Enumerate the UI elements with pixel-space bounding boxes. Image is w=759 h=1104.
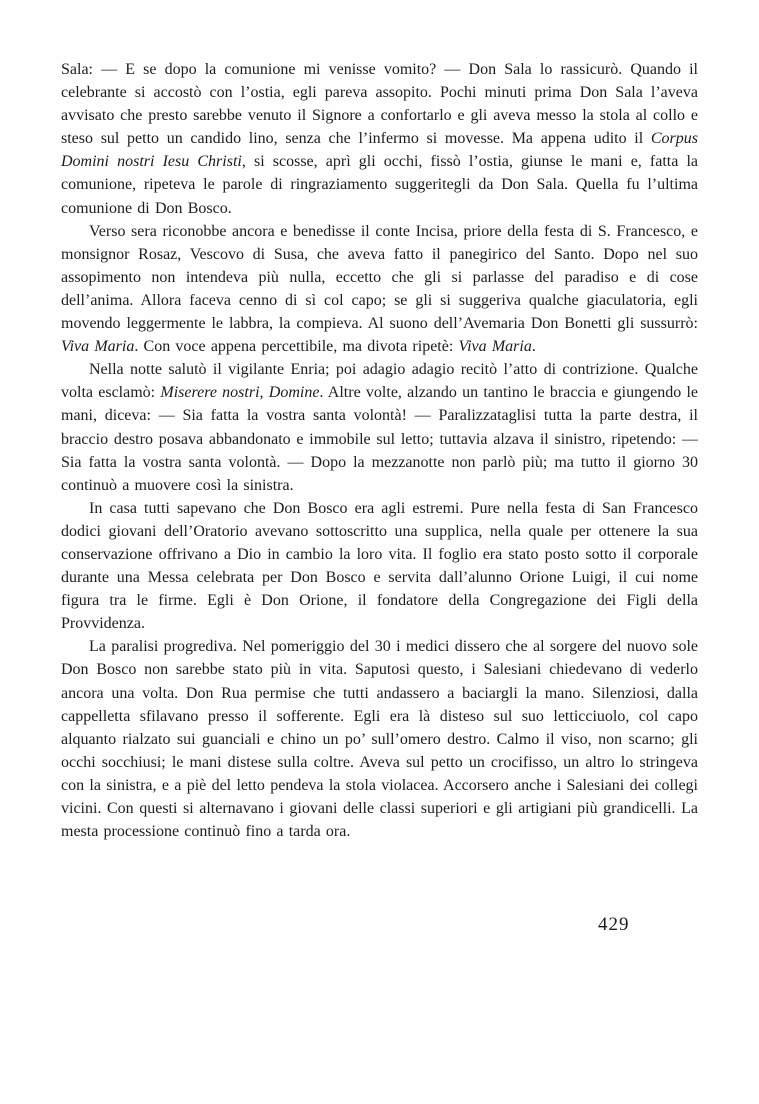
text-run-italic: Miserere nostri, Domine bbox=[160, 384, 320, 402]
text-run: Sala: — E se dopo la comunione mi venisse vomito? — Don Sala lo rassicurò. Quando il celebrante si accostò con l’ostia, egli pareva assopito. Pochi minuti prima Don Sala l’aveva avvisato che presto sarebbe venuto il Signore a confortarlo e gli aveva messo la stola al collo e steso sul petto un candido lino, senza che l’infermo si movesse. Ma appena udito il bbox=[61, 61, 698, 148]
paragraph bbox=[61, 220, 698, 359]
text-run: Verso sera riconobbe ancora e benedisse il conte Incisa, priore della festa di S. Francesco, e monsignor Rosaz, Vescovo di Susa, che aveva fatto il panegirico del Santo. Dopo nel suo assopimento non intendeva più nulla, eccetto che gli si parlasse del paradiso e di cose dell’anima. Allora faceva cenno di sì col capo; se gli si suggeriva qualche giaculatoria, egli movendo leggermente le labbra, la compieva. Al suono dell’Avemaria Don Bonetti gli sussurrò: bbox=[61, 222, 698, 333]
text-run-italic: Viva Maria bbox=[61, 338, 135, 356]
text-run: La paralisi progrediva. Nel pomeriggio del 30 i medici dissero che al sorgere del nuovo sole Don Bosco non sarebbe stato più in vita. Saputosi questo, i Salesiani chiedevano di vederlo ancora una volta. Don Rua permise che tutti andassero a baciargli la mano. Silenziosi, dalla cappelletta sfilavano presso il sofferente. Egli era là disteso sul suo letticciuolo, col capo alquanto rialzato sui guanciali e chino un po’ sull’omero destro. Calmo il viso, non scarno; gli occhi socchiusi; le mani distese sulla coltre. Aveva sul petto un crocifisso, un altro lo stringeva con la sinistra, e a piè del letto pendeva la stola violacea. Accorsero anche i Salesiani dei collegi vicini. Con questi si alternavano i giovani delle classi superiori e gli artigiani più grandicelli. La mesta processione continuò fino a tarda ora. bbox=[61, 638, 698, 841]
text-run: . bbox=[531, 338, 536, 356]
paragraph bbox=[61, 358, 698, 497]
text-run: In casa tutti sapevano che Don Bosco era agli estremi. Pure nella festa di San Francesco dodici giovani dell’Oratorio avevano sottoscritto una supplica, nella quale per ottenere la sua conservazione offrivano a Dio in cambio la loro vita. Il foglio era stato posto sotto il corporale durante una Messa celebrata per Don Bosco e servita dall’alunno Orione Luigi, il cui nome figura tra le firme. Egli è Don Orione, il fondatore della Congregazione dei Figli della Provvidenza. bbox=[61, 499, 698, 633]
text-run: , si scosse, aprì gli occhi, fissò l’ostia, giunse le mani e, fatta la comunione, ripeteva le parole di ringraziamento suggeritegli da Don Sala. Quella fu l’ultima comunione di Don Bosco. bbox=[61, 153, 699, 217]
paragraph bbox=[61, 497, 698, 636]
text-run: . Con voce appena percettibile, ma divota ripetè: bbox=[134, 338, 459, 356]
text-run-italic: Viva Maria bbox=[458, 338, 532, 356]
text-run: Nella notte salutò il vigilante Enria; poi adagio adagio recitò l’atto di contrizione. Qualche volta esclamò: bbox=[61, 361, 698, 402]
page-number: 429 bbox=[598, 914, 630, 935]
text-block bbox=[61, 58, 698, 843]
paragraph bbox=[61, 635, 698, 843]
paragraph bbox=[61, 58, 698, 220]
text-run: . Altre volte, alzando un tantino le braccia e giungendo le mani, diceva: — Sia fatta la vostra santa volontà! — Paralizzataglisi tutta la parte destra, il braccio destro posava abbandonato e immobile sul letto; tuttavia alzava il sinistro, ripetendo: — Sia fatta la vostra santa volontà. — Dopo la mezzanotte non parlò più; ma tutto il giorno 30 continuò a muovere così la sinistra. bbox=[61, 384, 698, 494]
text-run-italic: Corpus Domini nostri Iesu Christi bbox=[61, 130, 698, 171]
